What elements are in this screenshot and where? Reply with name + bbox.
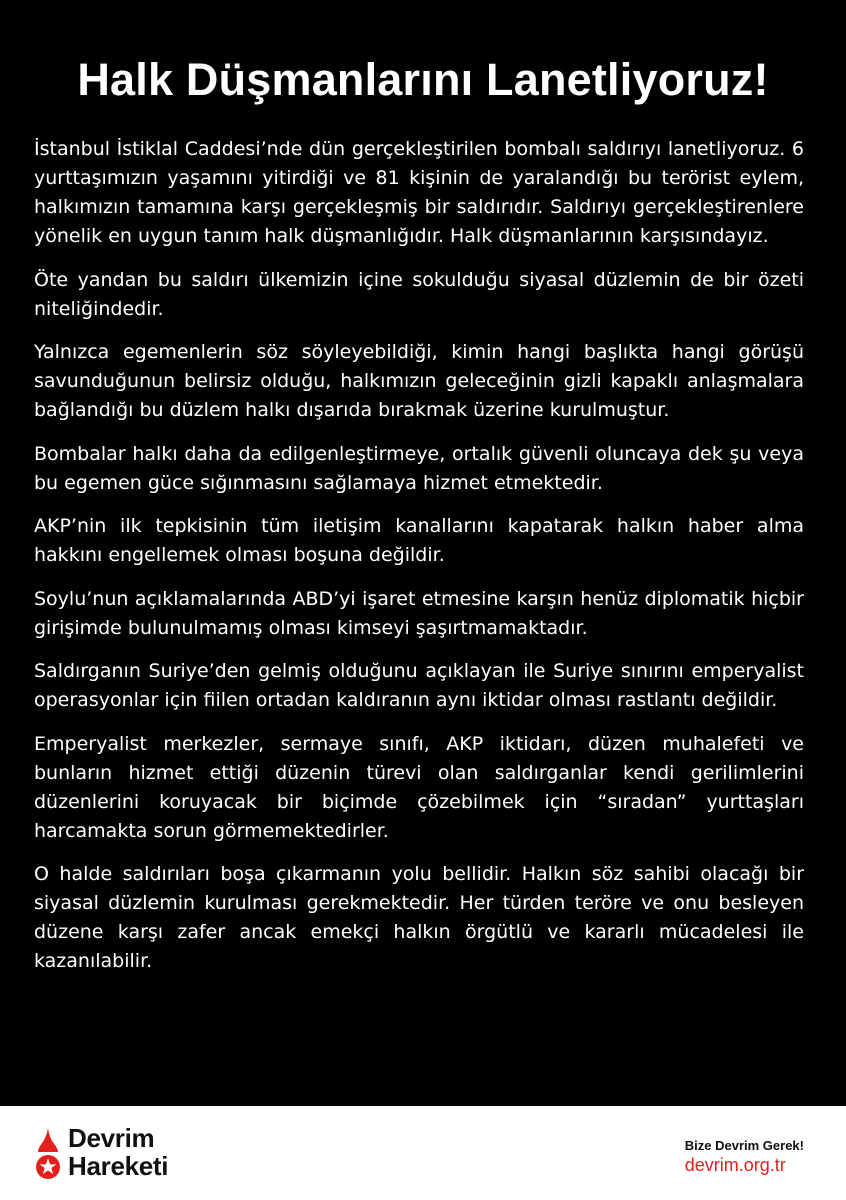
logo-wordmark — [68, 1124, 168, 1180]
paragraph-2: Öte yandan bu saldırı ülkemizin içine sokulduğu siyasal düzlemin de bir özeti niteliğindedir. — [34, 268, 804, 320]
slogan: Bize Devrim Gerek! — [684, 1138, 804, 1153]
logo-line-1: Devrim — [68, 1123, 155, 1153]
paragraph-5: AKP’nin ilk tepkisinin tüm iletişim kanallarını kapatarak halkın haber alma hakkını engellemek olması boşuna değildir. — [34, 515, 804, 566]
paragraph-9: O halde saldırıları boşa çıkarmanın yolu bellidir. Halkın söz sahibi olacağı bir siyasal düzlemin kurulması gerekmektedir. Her türden teröre ve onu besleyen düzene karşı zafer ancak emekçi halkın örgütlü ve kararlı mücadelesi ile kazanılabilir. — [34, 863, 804, 972]
logo-line-2: Hareketi — [68, 1151, 169, 1181]
website-link[interactable]: devrim.org.tr — [684, 1155, 786, 1175]
red-flame-star-icon — [34, 1126, 62, 1180]
footer — [0, 1106, 846, 1200]
paragraph-6: Soylu’nun açıklamalarında ABD’yi işaret etmesine karşın henüz diplomatik hiçbir girişimde bulunulmamış olması kimseyi şaşırtmamaktadır. — [34, 587, 804, 639]
paragraph-8: Emperyalist merkezler, sermaye sınıfı, AKP iktidarı, düzen muhalefeti ve bunların hizmet ettiği düzenin türevi olan saldırganlar kendi gerilimlerini düzenlerini koruyacak bir biçimde çözebilmek için “sıradan” yurttaşları harcamakta sorun görmemektedirler. — [34, 732, 804, 842]
paragraph-4: Bombalar halkı daha da edilgenleştirmeye, ortalık güvenli oluncaya dek şu veya bu egemen güce sığınmasını sağlamaya hizmet etmektedir. — [34, 442, 804, 494]
footer-contact — [685, 1138, 804, 1176]
paragraph-7: Saldırganın Suriye’den gelmiş olduğunu açıklayan ile Suriye sınırını emperyalist operasyonlar için fiilen ortadan kaldıranın aynı iktidar olması rastlantı değildir. — [34, 660, 804, 711]
paragraph-1: İstanbul İstiklal Caddesi’nde dün gerçekleştirilen bombalı saldırıyı lanetliyoruz. 6 yurttaşımızın yaşamını yitirdiği ve 81 kişinin de yaralandığı bu terörist eylem, halkımızın tamamına karşı gerçekleşmiş bir saldırıdır. Saldırıyı gerçekleştirenlere yönelik en uygun tanım halk düşmanlığıdır. Halk düşmanlarının karşısındayız. — [34, 138, 804, 247]
statement-body — [34, 135, 804, 991]
devrim-hareketi-logo — [34, 1124, 234, 1182]
page-title: Halk Düşmanlarını Lanetliyoruz! — [77, 54, 769, 105]
paragraph-3: Yalnızca egemenlerin söz söyleyebildiği, kimin hangi başlıkta hangi görüşü savunduğunun belirsiz olduğu, halkımızın geleceğinin gizli kapaklı anlaşmalara bağlandığı bu düzlem halkı dışarıda bırakmak üzerine kurulmuştur. — [34, 341, 804, 421]
